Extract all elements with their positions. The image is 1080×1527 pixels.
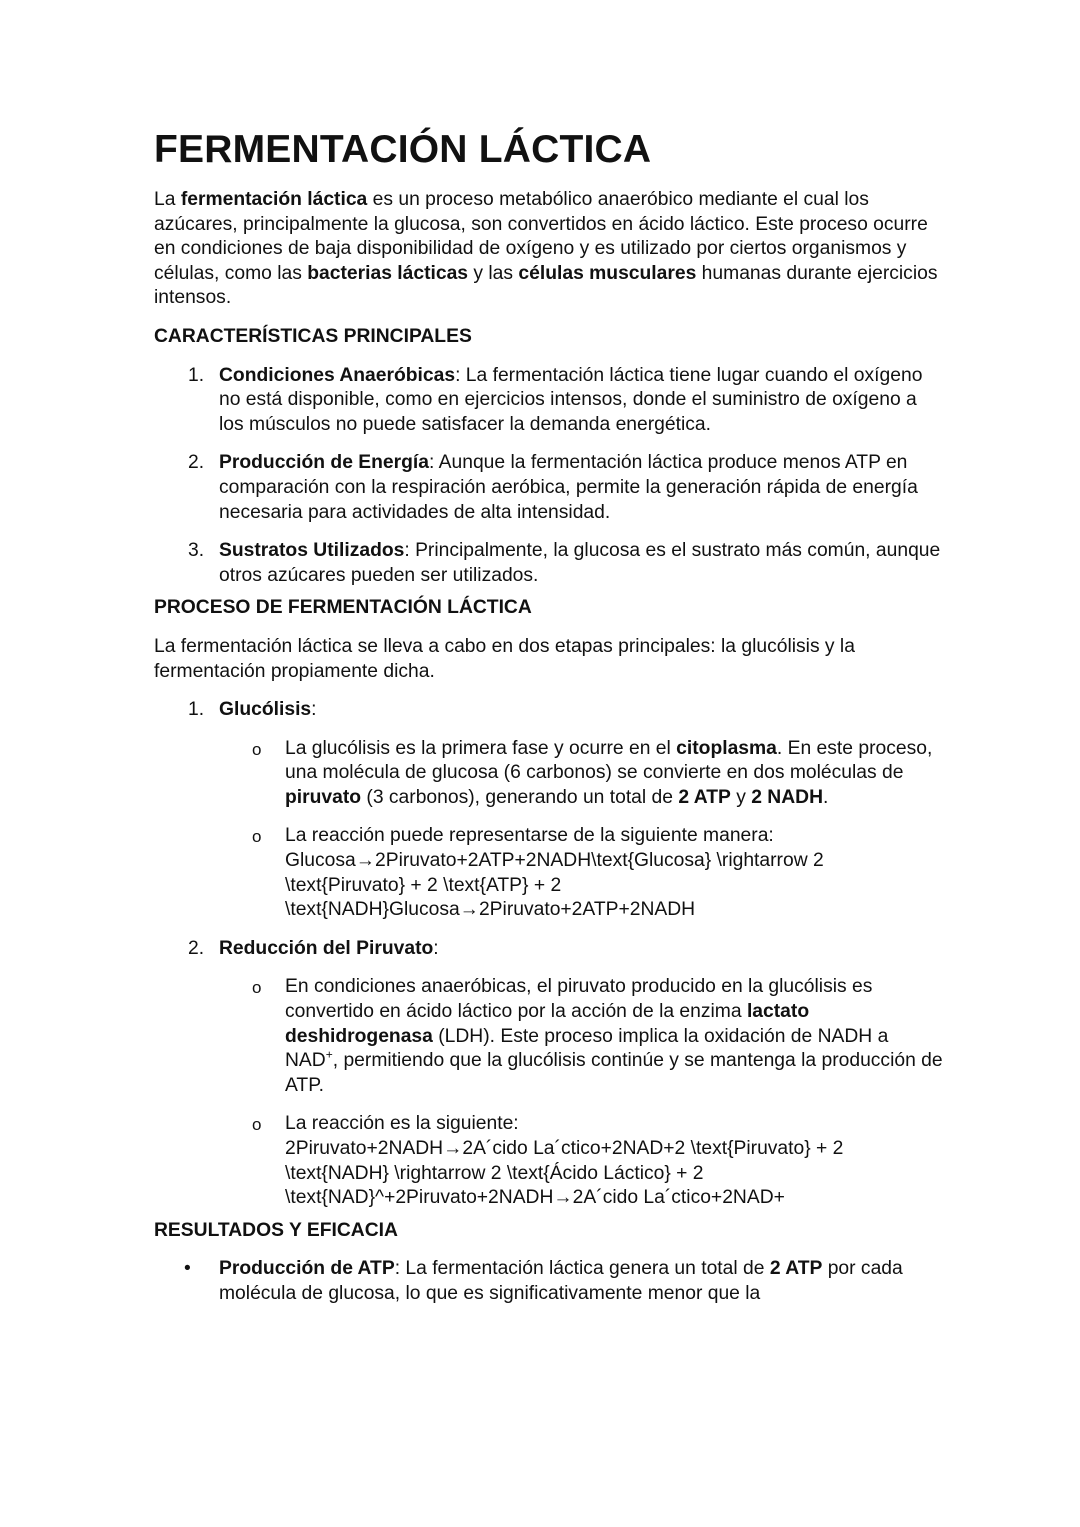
bullet-term: Producción de ATP <box>219 1258 395 1280</box>
sub-text: En condiciones anaeróbicas, el piruvato producido en la glucólisis es convertido en ácido láctico por la acción de la enzima <box>285 976 873 1023</box>
numbered-item <box>154 364 944 438</box>
reaction-intro: La reacción puede representarse de la siguiente manera: <box>285 825 774 847</box>
reaction-intro: La reacción es la siguiente: <box>285 1113 519 1135</box>
intro-text: es un proceso metabólico anaeróbico mediante el cual los azúcares, principalmente la glucosa, son convertidos en ácido láctico. Este proceso ocurre en condiciones de baja disponibilidad de oxígeno y es utilizado por ciertos organismos y células, como las <box>154 189 928 284</box>
item-text: : Aunque la fermentación láctica produce menos ATP en comparación con la respiración aeróbica, permite la generación rápida de energía necesaria para actividades de alta intensidad. <box>219 452 918 523</box>
section-heading-caracteristicas: CARACTERÍSTICAS PRINCIPALES <box>154 325 472 347</box>
sub-item <box>154 975 944 1098</box>
sub-bold: citoplasma <box>676 737 777 759</box>
circle-bullet-icon: o <box>252 978 262 998</box>
bullet-dot-icon: • <box>184 1258 191 1280</box>
intro-text: humanas durante ejercicios intensos. <box>154 262 938 309</box>
item-text: : La fermentación láctica tiene lugar cuando el oxígeno no está disponible, como en ejercicios intensos, donde el suministro de oxígeno a los músculos no puede satisfacer la demanda energética. <box>219 364 923 435</box>
bullet-bold: 2 ATP <box>769 1258 823 1280</box>
intro-paragraph <box>154 188 944 311</box>
step-term: Glucólisis <box>219 699 312 721</box>
intro-text: y las <box>468 262 519 284</box>
step-colon: : <box>311 699 317 721</box>
intro-text: La <box>154 189 181 210</box>
item-text: : Principalmente, la glucosa es el sustrato más común, aunque otros azúcares pueden ser utilizados. <box>219 540 941 586</box>
circle-bullet-icon: o <box>252 1115 262 1135</box>
sub-text: . <box>823 786 829 808</box>
circle-bullet-icon: o <box>252 827 262 847</box>
step-term: Reducción del Piruvato <box>219 937 434 959</box>
reaction-formula: Glucosa→2Piruvato+2ATP+2NADH\text{Glucosa} \rightarrow 2 \text{Piruvato} + 2 \text{ATP} + 2 \text{NADH}Glucosa→2Piruvato+2ATP+2NADH <box>285 850 824 921</box>
sub-bold: 2 NADH <box>751 786 823 808</box>
bullet-text: por cada molécula de glucosa, lo que es significativamente menor que la <box>219 1258 903 1304</box>
document-page <box>154 126 944 1307</box>
page-title: FERMENTACIÓN LÁCTICA <box>154 128 652 171</box>
item-number: 2. <box>188 937 205 959</box>
intro-bold: fermentación láctica <box>180 189 368 210</box>
section-heading-resultados: RESULTADOS Y EFICACIA <box>154 1219 398 1241</box>
item-number: 3. <box>188 540 205 562</box>
bullet-text: : La fermentación láctica genera un total de <box>394 1258 770 1280</box>
step-reduccion <box>154 937 944 962</box>
intro-bold: células musculares <box>518 262 697 284</box>
sub-text: La glucólisis es la primera fase y ocurre en el <box>285 737 677 759</box>
item-term: Condiciones Anaeróbicas <box>219 364 456 386</box>
sub-text: . En este proceso, una molécula de glucosa (6 carbonos) se convierte en dos moléculas de <box>285 737 933 784</box>
step-colon: : <box>433 937 439 959</box>
item-number: 1. <box>188 699 205 721</box>
sub-bold: 2 ATP <box>678 786 731 808</box>
sub-item <box>154 824 944 922</box>
sub-item <box>154 737 944 811</box>
numbered-item <box>154 451 944 525</box>
circle-bullet-icon: o <box>252 739 262 759</box>
bullet-item <box>154 1257 944 1306</box>
sub-item <box>154 1112 944 1210</box>
item-number: 2. <box>188 452 205 474</box>
item-term: Sustratos Utilizados <box>219 540 405 562</box>
numbered-item <box>154 539 944 588</box>
sub-text: y <box>730 786 752 808</box>
item-number: 1. <box>188 364 205 386</box>
sub-text: (3 carbonos), generando un total de <box>361 786 679 808</box>
sub-text: (LDH). Este proceso implica la oxidación de NADH a NAD <box>285 1025 889 1072</box>
sub-bold: piruvato <box>285 786 362 808</box>
superscript: + <box>325 1047 333 1062</box>
section-heading-proceso: PROCESO DE FERMENTACIÓN LÁCTICA <box>154 597 532 619</box>
sub-bold: lactato deshidrogenasa <box>285 1001 810 1047</box>
sub-text: , permitiendo que la glucólisis continúe y se mantenga la producción de ATP. <box>285 1050 943 1096</box>
item-term: Producción de Energía <box>219 452 429 474</box>
intro-bold: bacterias lácticas <box>307 262 469 284</box>
step-glucolisis <box>154 698 944 723</box>
proceso-intro: La fermentación láctica se lleva a cabo en dos etapas principales: la glucólisis y la fermentación propiamente dicha. <box>154 635 855 682</box>
reaction-formula: 2Piruvato+2NADH→2A´cido La´ctico+2NAD+2 \text{Piruvato} + 2 \text{NADH} \rightarrow 2 \text{Ácido Láctico} + 2 \text{NAD}^+2Piruvato+2NADH→2A´cido La´ctico+2NAD+ <box>285 1138 844 1209</box>
